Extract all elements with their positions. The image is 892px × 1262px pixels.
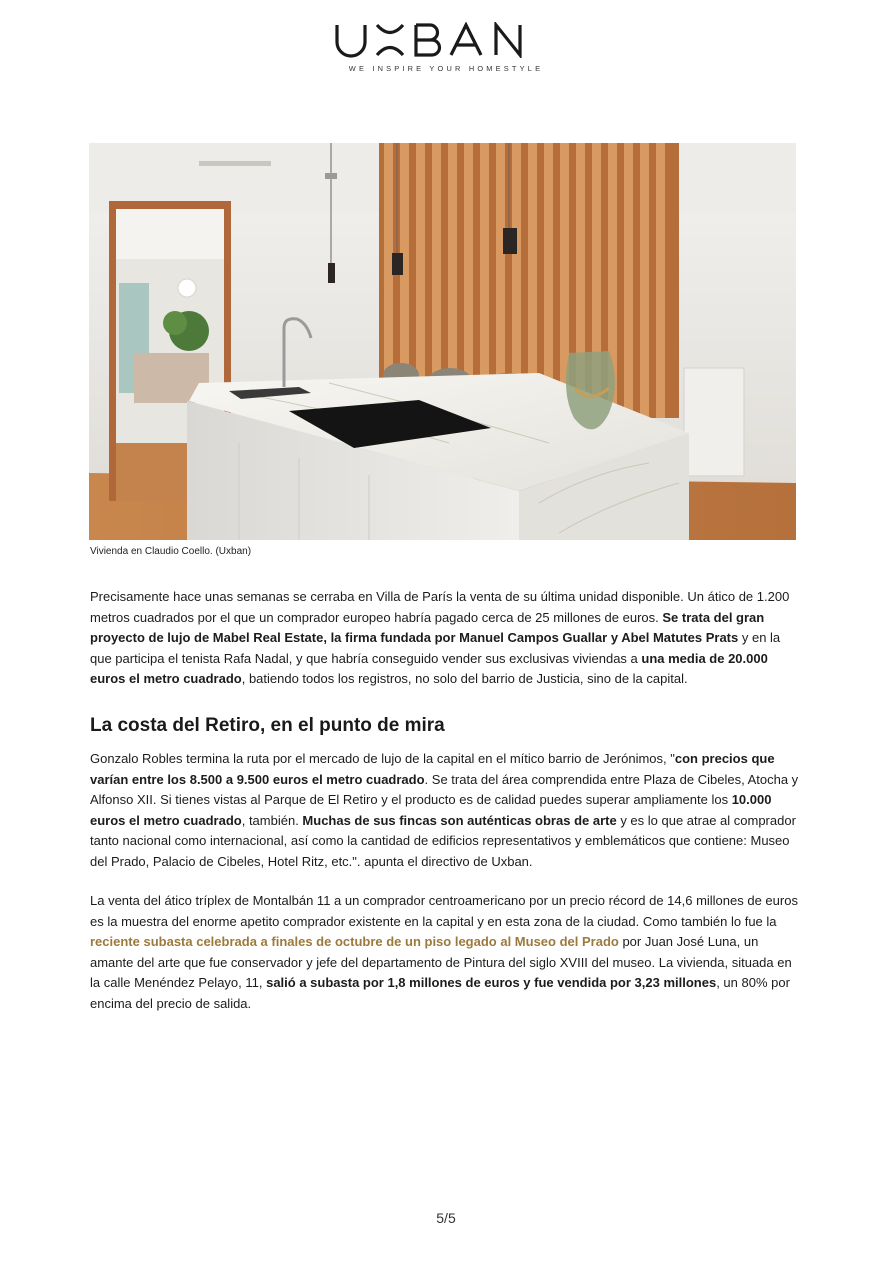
- kitchen-photo: [89, 143, 796, 540]
- auction-link[interactable]: reciente subasta celebrada a finales de octubre de un piso legado al Museo del Prado: [90, 934, 619, 949]
- uxban-logo: [0, 22, 892, 73]
- paragraph-retiro-text-1: Gonzalo Robles termina la ruta por el mercado de lujo de la capital en el mítico barrio de Jerónimos, ": [90, 751, 675, 766]
- kitchen-illustration: [89, 143, 796, 540]
- page-indicator: 5/5: [436, 1210, 456, 1226]
- photo-caption: Vivienda en Claudio Coello. (Uxban): [90, 546, 252, 557]
- paragraph-retiro-bold-1: con precios que varían entre los 8.500 a 9.500 euros el metro cuadrado: [90, 751, 775, 787]
- paragraph-intro: [90, 587, 805, 690]
- uxban-logotype: [334, 22, 558, 58]
- paragraph-montalban: [90, 891, 805, 1014]
- paragraph-intro-text-1: Precisamente hace unas semanas se cerraba en Villa de París la venta de su última unidad disponible. Un ático de 1.200 metros cuadrados por el que un comprador europeo habría pagado cerca de 25 millones de euros.: [90, 589, 790, 625]
- paragraph-retiro: [90, 749, 805, 872]
- paragraph-intro-text-3: , batiendo todos los registros, no solo del barrio de Justicia, sino de la capital.: [241, 671, 688, 686]
- paragraph-montalban-text-1: La venta del ático tríplex de Montalbán 11 a un comprador centroamericano por un precio récord de 14,6 millones de euros es la muestra del enorme apetito comprador existente en la capital y en esta zona de la ciudad. Como también lo fue la: [90, 893, 798, 929]
- section-heading: La costa del Retiro, en el punto de mira: [90, 715, 445, 736]
- paragraph-montalban-text-3: , un 80% por encima del precio de salida.: [90, 975, 790, 1011]
- paragraph-retiro-text-4: y es lo que atrae al comprador tanto nacional como internacional, así como la cantidad de edificios representativos y emblemáticos que contiene: Museo del Prado, Palacio de Cibeles, Hotel Ritz, etc.". apunta el directivo de Uxban.: [90, 812, 796, 869]
- paragraph-retiro-bold-2: 10.000 euros el metro cuadrado: [90, 792, 772, 828]
- paragraph-retiro-text-2: . Se trata del área comprendida entre Plaza de Cibeles, Atocha y Alfonso XII. Si tienes vistas al Parque de El Retiro y el producto es de calidad puedes superar ampliamente los: [90, 771, 799, 807]
- logo-tagline: WE INSPIRE YOUR HOMESTYLE: [348, 64, 544, 73]
- paragraph-intro-bold-2: una media de 20.000 euros el metro cuadrado: [90, 650, 768, 686]
- paragraph-intro-text-2: y en la que participa el tenista Rafa Nadal, y que habría conseguido vender sus exclusivas viviendas a: [90, 630, 781, 666]
- paragraph-montalban-bold-1: salió a subasta por 1,8 millones de euros y fue vendida por 3,23 millones: [266, 975, 717, 990]
- paragraph-retiro-bold-3: Muchas de sus fincas son auténticas obras de arte: [302, 812, 617, 828]
- paragraph-montalban-text-2: por Juan José Luna, un amante del arte que fue conservador y jefe del departamento de Pintura del siglo XVIII del museo. La vivienda, situada en la calle Menéndez Pelayo, 11,: [90, 934, 792, 990]
- paragraph-retiro-text-3: , también.: [241, 812, 303, 828]
- paragraph-intro-bold-1: Se trata del gran proyecto de lujo de Mabel Real Estate, la firma fundada por Manuel Campos Guallar y Abel Matutes Prats: [90, 609, 765, 645]
